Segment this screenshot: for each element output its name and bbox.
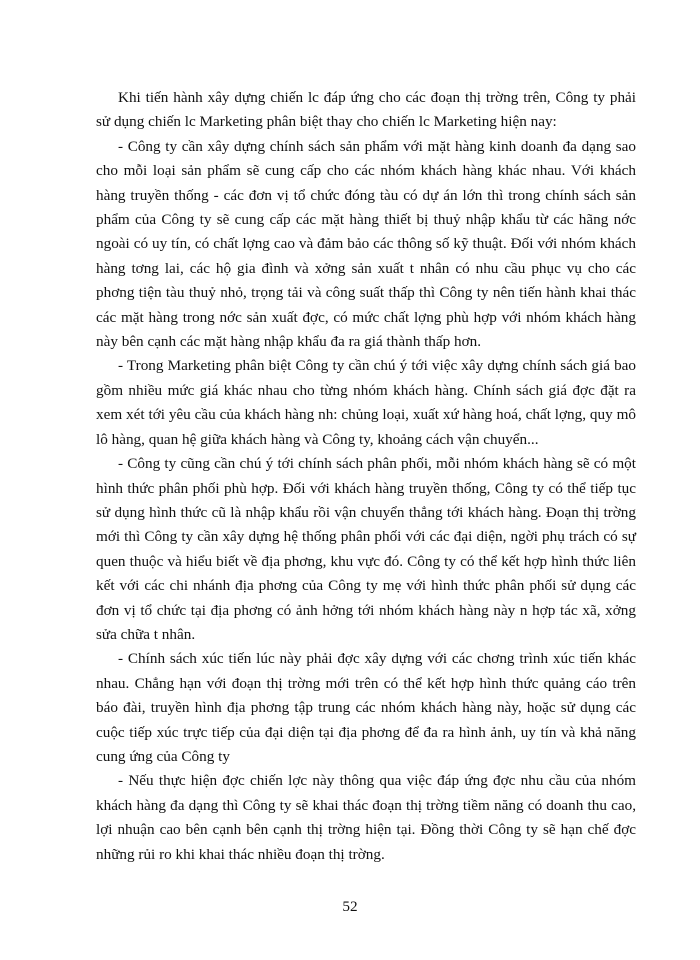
paragraph-conclusion: - Nếu thực hiện đợc chiến lợc này thông qua việc đáp ứng đợc nhu cầu của nhóm khách hàng đa dạng thì Công ty sẽ khai thác đoạn thị trờng tiềm năng có doanh thu cao, lợi nhuận cao bên cạnh bên cạnh thị trờng hiện tại. Đồng thời Công ty sẽ hạn chế đợc những rủi ro khi khai thác nhiều đoạn thị trờng. bbox=[96, 772, 636, 863]
paragraph-promotion-policy: - Chính sách xúc tiến lúc này phải đợc xây dựng với các chơng trình xúc tiến khác nhau. Chẳng hạn với đoạn thị trờng mới trên có thể kết hợp hình thức quảng cáo trên báo đài, truyền hình địa phơng tập trung các nhóm khách hàng này, hoặc sử dụng các cuộc tiếp xúc trực tiếp của đại diện tại địa phơng để đa ra hình ảnh, uy tín và khả năng cung ứng của Công ty bbox=[96, 650, 636, 765]
page-number: 52 bbox=[342, 898, 358, 915]
paragraph-distribution-policy: - Công ty cũng cần chú ý tới chính sách phân phối, mỗi nhóm khách hàng sẽ có một hình thức phân phối phù hợp. Đối với khách hàng truyền thống, Công ty có thể tiếp tục sử dụng hình thức cũ là nhập khẩu rồi vận chuyển thẳng tới khách hàng. Đoạn thị trờng mới thì Công ty cần xây dựng hệ thống phân phối với các đại diện, ngời phụ trách có sự quen thuộc và hiểu biết về địa phơng, khu vực đó. Công ty có thể kết hợp hình thức liên kết với các chi nhánh địa phơng của Công ty mẹ với hình thức phân phối sử dụng các đơn vị tổ chức tại địa phơng có ảnh hởng tới nhóm khách hàng này n hợp tác xã, xởng sửa chữa t nhân. bbox=[96, 455, 636, 643]
paragraph-intro: Khi tiến hành xây dựng chiến lc đáp ứng cho các đoạn thị trờng trên, Công ty phải sử dụng chiến lc Marketing phân biệt thay cho chiến lc Marketing hiện nay: bbox=[96, 89, 636, 131]
paragraph-price-policy: - Trong Marketing phân biệt Công ty cần chú ý tới việc xây dựng chính sách giá bao gồm nhiều mức giá khác nhau cho từng nhóm khách hàng. Chính sách giá đợc đặt ra xem xét tới yêu cầu của khách hàng nh: chủng loại, xuất xứ hàng hoá, chất lợng, quy mô lô hàng, quan hệ giữa khách hàng và Công ty, khoảng cách vận chuyển... bbox=[96, 357, 636, 448]
paragraph-product-policy: - Công ty cần xây dựng chính sách sản phẩm với mặt hàng kinh doanh đa dạng sao cho mỗi loại sản phẩm sẽ cung cấp cho các nhóm khách hàng khác nhau. Với khách hàng truyền thống - các đơn vị tổ chức đóng tàu có dự án lớn thì trong chính sách sản phẩm của Công ty sẽ cung cấp các mặt hàng thiết bị thuỷ nhập khẩu từ các hãng nớc ngoài có uy tín, có chất lợng cao và đảm bảo các thông số kỹ thuật. Đối với nhóm khách hàng tơng lai, các hộ gia đình và xởng sản xuất t nhân có nhu cầu phục vụ cho các phơng tiện tàu thuỷ nhỏ, trọng tải và công suất thấp thì Công ty nên tiến hành khai thác các mặt hàng trong nớc sản xuất đợc, có mức chất lợng phù hợp với nhóm khách hàng này bên cạnh các mặt hàng nhập khẩu đa ra giá thành thấp hơn. bbox=[96, 137, 636, 351]
body-text bbox=[96, 86, 636, 867]
